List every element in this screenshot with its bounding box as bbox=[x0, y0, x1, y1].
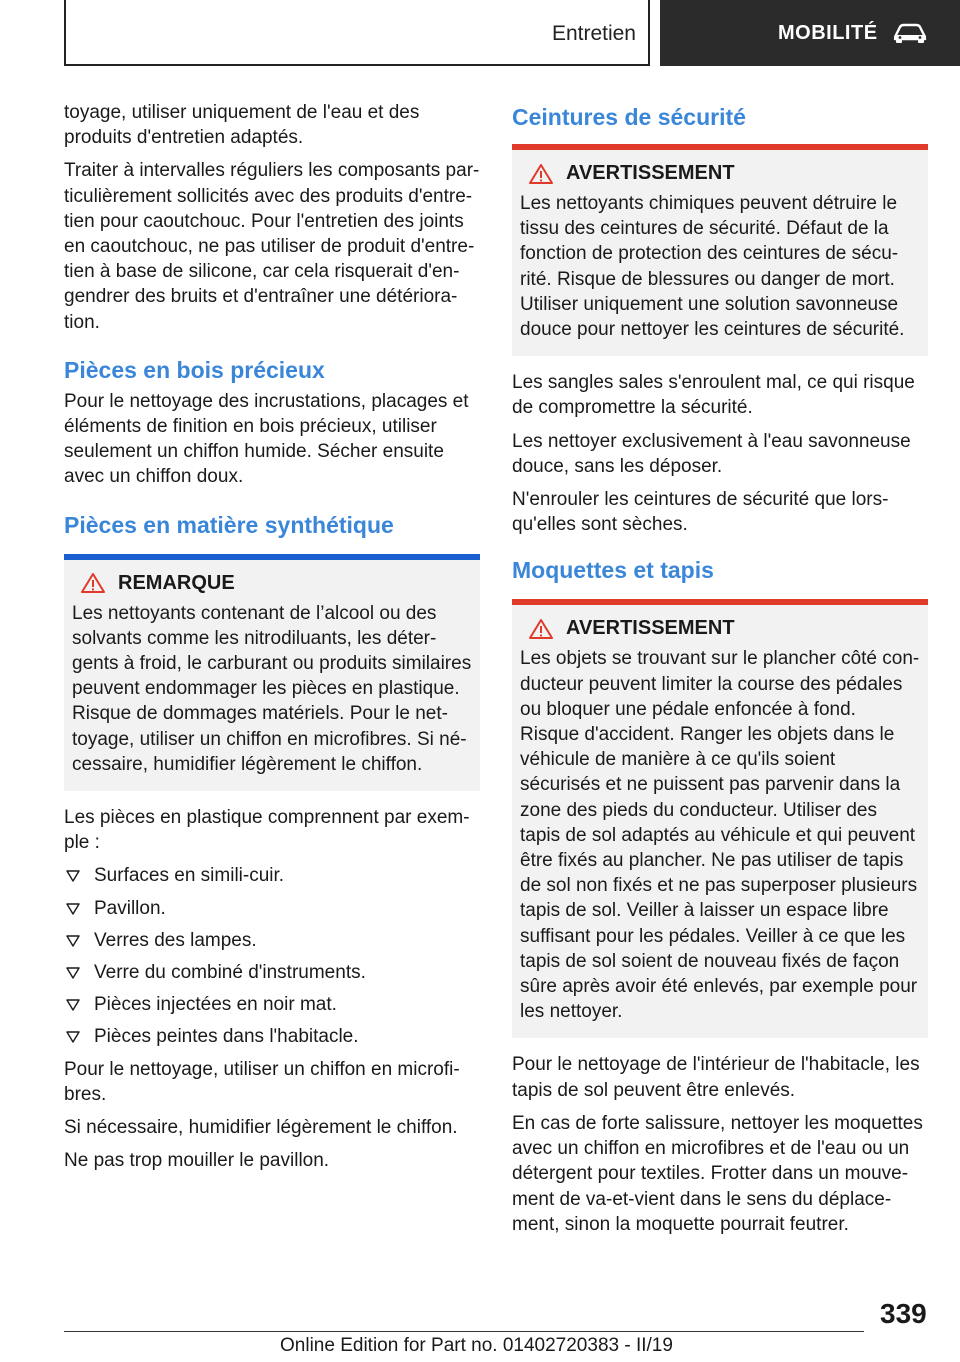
heading-bois-precieux: Pièces en bois précieux bbox=[64, 356, 325, 383]
note-title: REMARQUE bbox=[118, 571, 235, 594]
list-item-text: Pavillon. bbox=[94, 897, 166, 919]
car-icon bbox=[892, 22, 928, 44]
bullet-triangle-icon bbox=[66, 999, 80, 1011]
paragraph: Les nettoyer exclusivement à l'eau savonneuse douce, sans les déposer. bbox=[512, 430, 911, 477]
paragraph: En cas de forte salissure, nettoyer les moquettes avec un chiffon en microfibres et de l'eau ou un détergent pour textiles. Frotter dans un mouvement de va-et-vient dans le sens du déplacement, sinon la moquette pourrait feutrer. bbox=[512, 1112, 923, 1235]
warning-triangle-icon bbox=[80, 572, 106, 594]
paragraph: toyage, utiliser uniquement de l'eau et des produits d'entretien adaptés. bbox=[64, 102, 420, 149]
warning-title-row bbox=[528, 162, 920, 185]
list-item bbox=[64, 960, 480, 985]
list-item-text: Verres des lampes. bbox=[94, 929, 257, 951]
warning-title: AVERTISSEMENT bbox=[566, 162, 735, 184]
warning-title-row bbox=[528, 617, 920, 640]
header-tab-mobilite[interactable] bbox=[660, 0, 960, 66]
header-section-title: Entretien bbox=[551, 22, 636, 45]
footer-edition: Online Edition for Part no. 01402720383 - II/19 bbox=[280, 1335, 673, 1356]
paragraph: Les pièces en plastique comprennent par exemple : bbox=[64, 807, 470, 854]
paragraph: Traiter à intervalles réguliers les composants particulièrement sollicités avec des produits d'entretien pour caoutchouc. Pour l'entretien des joints en caoutchouc, ne pas utiliser de produit d'entretien à base de silicone, car cela risquerait d'engendrer des bruits et d'entraîner une détérioration. bbox=[64, 160, 480, 333]
header-tab-label: MOBILITÉ bbox=[778, 21, 878, 44]
warning-title: AVERTISSEMENT bbox=[566, 617, 735, 640]
heading-matiere-synthetique: Pièces en matière synthétique bbox=[64, 511, 394, 538]
paragraph: Pour le nettoyage de l'intérieur de l'habitacle, les tapis de sol peuvent être enlevés. bbox=[512, 1054, 920, 1101]
bullet-triangle-icon bbox=[66, 870, 80, 882]
page-number: 339 bbox=[880, 1298, 927, 1329]
list-item-text: Verre du combiné d'instruments. bbox=[94, 962, 366, 984]
list-item-text: Pièces injectées en noir mat. bbox=[94, 994, 337, 1016]
list-item-text: Pièces peintes dans l'habitacle. bbox=[94, 1026, 359, 1048]
footer-rule bbox=[64, 1331, 864, 1332]
bullet-triangle-icon bbox=[66, 1031, 80, 1043]
list-item bbox=[64, 992, 480, 1017]
bullet-triangle-icon bbox=[66, 903, 80, 915]
paragraph: Pour le nettoyage, utiliser un chiffon en microfibres. bbox=[64, 1058, 460, 1105]
warning-triangle-icon bbox=[528, 618, 554, 640]
paragraph: Pour le nettoyage des incrustations, placages et éléments de finition en bois précieux, utiliser seulement un chiffon humide. Sécher ensuite avec un chiffon doux. bbox=[64, 390, 469, 488]
warning-text: Les objets se trouvant sur le plancher côté conducteur peuvent limiter la course des pédales ou bloquer une pédale enfoncée à fond. Risque d'accident. Ranger les objets dans le véhicule de manière à ce qu'ils soient sécurisés et ne puissent pas parvenir dans la zone des pieds du conducteur. Utiliser des tapis de sol adaptés au véhicule et qui peuvent être fixés au plancher. Ne pas utiliser de tapis de sol non fixés et ne pas superposer plusieurs tapis de sol. Veiller à laisser un espace libre suffisant pour les pédales. Veiller à ce que les tapis de sol soient de nouveau fixés de façon sûre après avoir été enlevés, par exemple pour les nettoyer. bbox=[520, 648, 920, 1023]
bullet-triangle-icon bbox=[66, 935, 80, 947]
warning-box bbox=[512, 605, 928, 1038]
paragraph: Ne pas trop mouiller le pavillon. bbox=[64, 1150, 330, 1172]
list-item bbox=[64, 1024, 480, 1049]
header-divider bbox=[648, 0, 650, 66]
list-item-text: Surfaces en simili-cuir. bbox=[94, 865, 285, 887]
bullet-list bbox=[64, 863, 480, 1049]
left-column bbox=[64, 100, 480, 1182]
bullet-triangle-icon bbox=[66, 967, 80, 979]
note-box bbox=[64, 560, 480, 791]
heading-moquettes: Moquettes et tapis bbox=[512, 557, 714, 584]
right-column bbox=[512, 100, 928, 1245]
list-item bbox=[64, 928, 480, 953]
heading-ceintures: Ceintures de sécurité bbox=[512, 104, 746, 130]
header-bottom-rule bbox=[64, 64, 650, 66]
warning-triangle-icon bbox=[528, 163, 554, 185]
paragraph: Si nécessaire, humidifier légèrement le chiffon. bbox=[64, 1117, 458, 1139]
paragraph: Les sangles sales s'enroulent mal, ce qui risque de compromettre la sécurité. bbox=[512, 372, 915, 419]
list-item bbox=[64, 896, 480, 921]
note-title-row bbox=[80, 572, 472, 595]
list-item bbox=[64, 863, 480, 888]
warning-text: Les nettoyants chimiques peuvent détruire le tissu des ceintures de sécurité. Défaut de la fonction de protection des ceintures de sécurité. Risque de blessures ou danger de mort. Utiliser uniquement une solution savonneuse douce pour nettoyer les ceintures de sécurité. bbox=[520, 193, 905, 341]
warning-box bbox=[512, 150, 928, 356]
paragraph: N'enrouler les ceintures de sécurité que lorsqu'elles sont sèches. bbox=[512, 489, 889, 536]
note-text: Les nettoyants contenant de l’alcool ou des solvants comme les nitrodiluants, les détergents à froid, le carburant ou produits similaires peuvent endommager les pièces en plastique. Risque de dommages matériels. Pour le nettoyage, utiliser un chiffon en microfibres. Si nécessaire, humidifier légèrement le chiffon. bbox=[72, 602, 472, 775]
